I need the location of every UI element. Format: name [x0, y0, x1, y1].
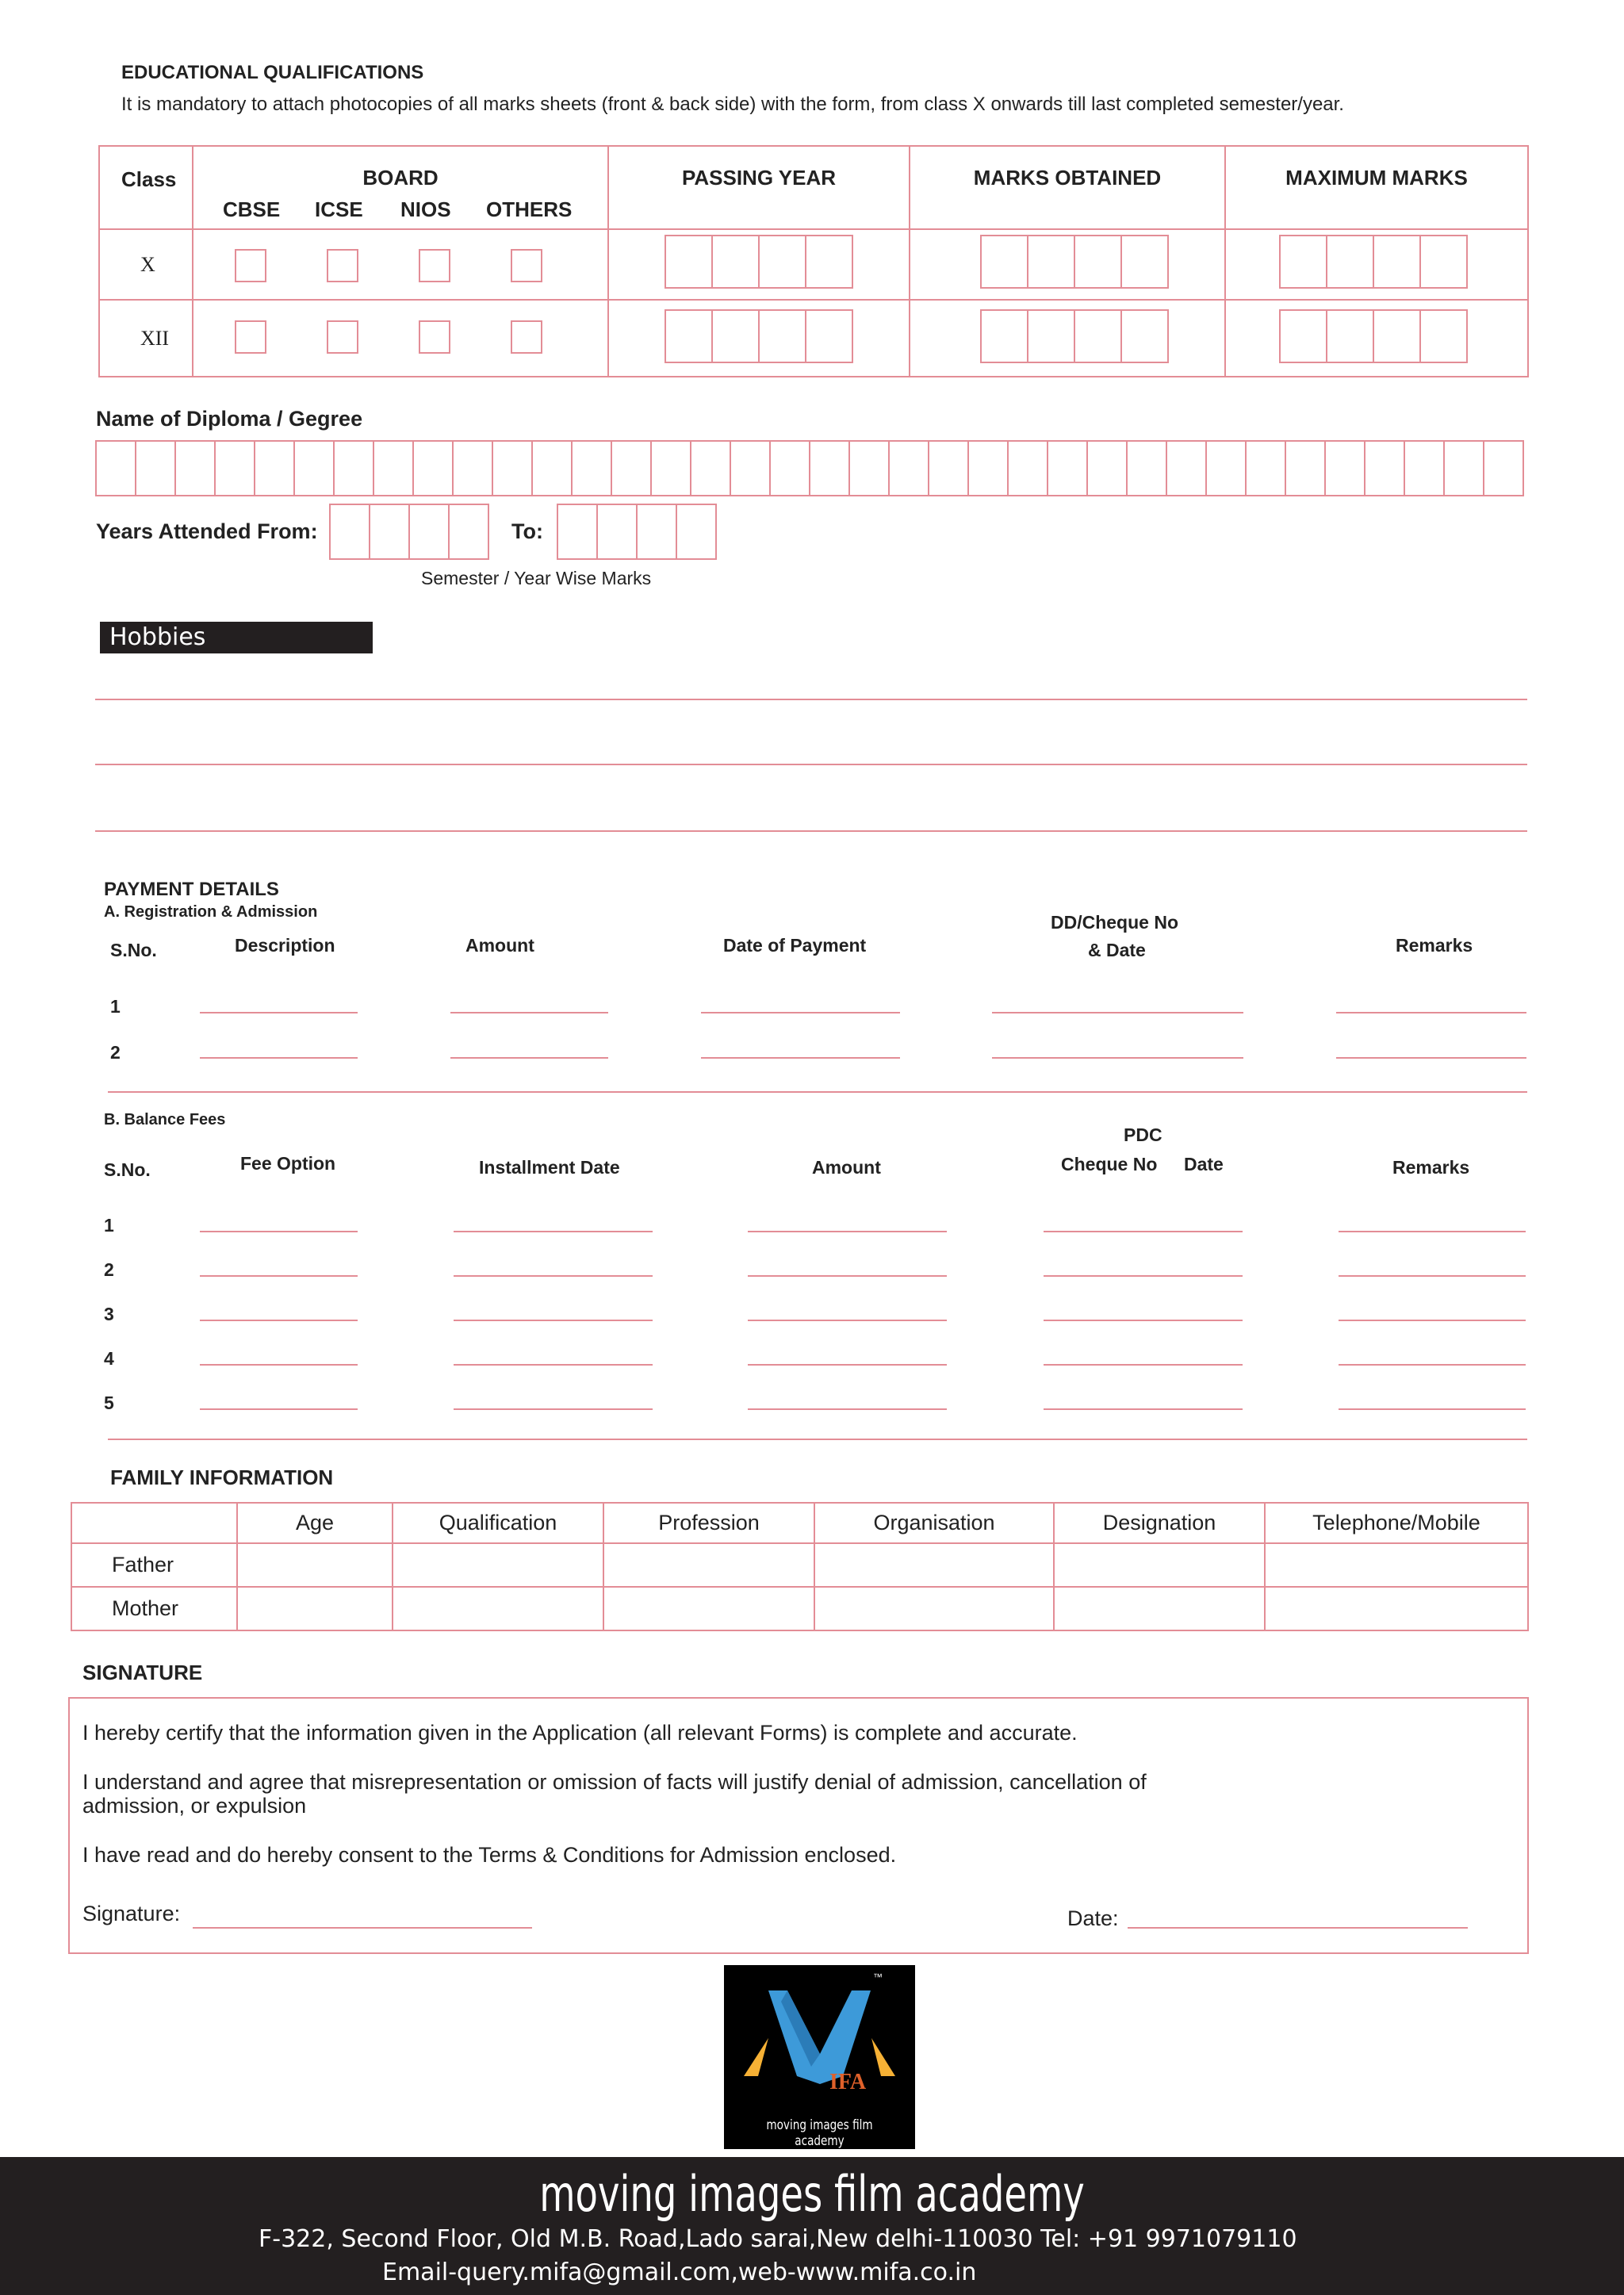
b-header-fee: Fee Option [240, 1153, 336, 1174]
marks-obtained-x-input[interactable] [980, 235, 1167, 289]
diploma-letter-box[interactable] [373, 440, 414, 496]
a-header-dd: DD/Cheque No [1051, 912, 1178, 933]
agree-text-1: I understand and agree that misrepresentation or omission of facts will justify denial of admission, cancellation of [82, 1770, 1147, 1794]
payment-b-field-line[interactable] [200, 1320, 358, 1321]
payment-a-field-line[interactable] [701, 1057, 900, 1059]
mifa-logo [724, 1965, 915, 2149]
diploma-letter-box[interactable] [888, 440, 929, 496]
diploma-letter-box[interactable] [571, 440, 612, 496]
diploma-letter-box[interactable] [848, 440, 890, 496]
payment-a-field-line[interactable] [992, 1012, 1243, 1013]
family-row-mother [71, 1587, 1528, 1630]
a-header-dd-date: & Date [1088, 940, 1146, 960]
payment-a-field-line[interactable] [200, 1012, 358, 1013]
family-row-label: Mother [71, 1587, 237, 1630]
payment-b-field-line[interactable] [748, 1408, 947, 1410]
diploma-letter-box[interactable] [967, 440, 1009, 496]
certify-text: I hereby certify that the information given in the Application (all relevant Forms) is complete and accurate. [82, 1721, 1078, 1745]
a-header-sno: S.No. [110, 940, 157, 960]
board-icse-label: ICSE [315, 197, 363, 221]
diploma-label: Name of Diploma / Gegree [96, 407, 363, 431]
hobbies-heading: Hobbies [100, 622, 373, 653]
footer-contact: Email-query.mifa@gmail.com,web-www.mifa.co.in [382, 2259, 977, 2286]
diploma-name-input[interactable] [95, 440, 1522, 496]
signature-label: Signature: [82, 1902, 181, 1925]
family-header-designation: Designation [1054, 1503, 1265, 1543]
checkbox-xii-nios[interactable] [419, 320, 450, 354]
diploma-letter-box[interactable] [412, 440, 454, 496]
logo-subtitle: moving images film academy [766, 2117, 873, 2149]
edu-header-board: BOARD CBSE ICSE NIOS OTHERS [193, 146, 608, 229]
hobbies-line-2[interactable] [95, 764, 1527, 765]
diploma-letter-box[interactable] [1483, 440, 1524, 496]
diploma-letter-box[interactable] [1166, 440, 1207, 496]
payment-b-field-line[interactable] [200, 1408, 358, 1410]
a-header-date: Date of Payment [723, 935, 867, 956]
edu-header-passing: PASSING YEAR [608, 146, 910, 229]
family-table [71, 1502, 1529, 1631]
payment-section-b: B. Balance Fees [104, 1111, 226, 1128]
diploma-letter-box[interactable] [611, 440, 652, 496]
payment-b-field-line[interactable] [1044, 1320, 1243, 1321]
b-header-pdc: PDC [1124, 1125, 1162, 1145]
payment-a-field-line[interactable] [450, 1012, 608, 1013]
payment-a-divider [108, 1091, 1527, 1093]
checkbox-x-icse[interactable] [327, 249, 358, 282]
family-header-telephone: Telephone/Mobile [1265, 1503, 1528, 1543]
diploma-letter-box[interactable] [1404, 440, 1445, 496]
payment-b-field-line[interactable] [748, 1364, 947, 1366]
payment-b-field-line[interactable] [200, 1275, 358, 1277]
hobbies-line-1[interactable] [95, 699, 1527, 700]
edu-header-class: Class [99, 146, 193, 229]
signature-title: SIGNATURE [82, 1661, 203, 1684]
diploma-letter-box[interactable] [650, 440, 691, 496]
footer-academy-name: moving images film academy [539, 2165, 1085, 2223]
board-nios-label: NIOS [400, 197, 451, 221]
checkbox-x-others[interactable] [511, 249, 542, 282]
diploma-letter-box[interactable] [1007, 440, 1048, 496]
family-title: FAMILY INFORMATION [110, 1466, 334, 1489]
diploma-letter-box[interactable] [531, 440, 573, 496]
years-from-label: Years Attended From: [96, 519, 318, 543]
date-line[interactable] [1128, 1927, 1468, 1929]
diploma-letter-box[interactable] [690, 440, 731, 496]
diploma-letter-box[interactable] [809, 440, 850, 496]
diploma-letter-box[interactable] [730, 440, 771, 496]
footer [0, 2157, 1624, 2295]
payment-a-field-line[interactable] [450, 1057, 608, 1059]
b-header-amount: Amount [812, 1157, 881, 1178]
a-header-description: Description [235, 935, 335, 956]
date-label: Date: [1067, 1906, 1119, 1930]
b-header-remarks: Remarks [1392, 1157, 1470, 1178]
payment-b-field-line[interactable] [1339, 1364, 1526, 1366]
diploma-letter-box[interactable] [1443, 440, 1484, 496]
diploma-letter-box[interactable] [254, 440, 295, 496]
b-header-cheque: Cheque No [1061, 1154, 1158, 1174]
payment-b-field-line[interactable] [454, 1320, 653, 1321]
edu-row-label: XII [140, 326, 170, 350]
family-header-profession: Profession [603, 1503, 814, 1543]
board-cbse-label: CBSE [223, 197, 281, 221]
family-header-age: Age [237, 1503, 393, 1543]
signature-line[interactable] [193, 1927, 532, 1929]
diploma-letter-box[interactable] [1324, 440, 1365, 496]
payment-b-field-line[interactable] [454, 1408, 653, 1410]
b-row-number: 1 [104, 1215, 114, 1236]
a-header-remarks: Remarks [1396, 935, 1473, 956]
edu-header-marks: MARKS OBTAINED [910, 146, 1225, 229]
passing-year-xii-input[interactable] [665, 309, 852, 363]
payment-b-field-line[interactable] [200, 1231, 358, 1232]
checkbox-xii-others[interactable] [511, 320, 542, 354]
payment-title: PAYMENT DETAILS [104, 879, 279, 900]
diploma-letter-box[interactable] [214, 440, 255, 496]
b-row-number: 5 [104, 1393, 114, 1413]
marks-obtained-xii-input[interactable] [980, 309, 1167, 363]
diploma-letter-box[interactable] [333, 440, 374, 496]
payment-b-field-line[interactable] [748, 1275, 947, 1277]
payment-a-field-line[interactable] [701, 1012, 900, 1013]
payment-b-field-line[interactable] [200, 1364, 358, 1366]
diploma-letter-box[interactable] [293, 440, 335, 496]
years-to-label: To: [511, 519, 543, 543]
a-header-amount: Amount [465, 935, 534, 956]
board-others-label: OTHERS [486, 197, 573, 221]
logo-ifa: IFA [829, 2070, 867, 2094]
diploma-letter-box[interactable] [1285, 440, 1326, 496]
edu-note: It is mandatory to attach photocopies of all marks sheets (front & back side) with the form, from class X onwards till last completed semester/year. [121, 94, 1344, 115]
footer-address: F-322, Second Floor, Old M.B. Road,Lado sarai,New delhi-110030 Tel: +91 9971079110 [259, 2225, 1297, 2253]
passing-year-x-input[interactable] [665, 235, 852, 289]
diploma-letter-box[interactable] [1086, 440, 1128, 496]
payment-a-field-line[interactable] [200, 1057, 358, 1059]
payment-b-divider [108, 1439, 1527, 1440]
diploma-letter-box[interactable] [769, 440, 810, 496]
logo-tm: ™ [873, 1971, 883, 1983]
family-header-organisation: Organisation [814, 1503, 1054, 1543]
edu-title: EDUCATIONAL QUALIFICATIONS [121, 62, 424, 83]
family-row-label: Father [71, 1543, 237, 1587]
checkbox-x-nios[interactable] [419, 249, 450, 282]
b-header-date: Date [1184, 1154, 1224, 1174]
diploma-letter-box[interactable] [928, 440, 969, 496]
payment-b-field-line[interactable] [454, 1364, 653, 1366]
payment-b-field-line[interactable] [1044, 1364, 1243, 1366]
payment-b-field-line[interactable] [748, 1231, 947, 1232]
diploma-letter-box[interactable] [135, 440, 176, 496]
family-header-blank [71, 1503, 237, 1543]
a-row-number: 2 [110, 1042, 121, 1063]
diploma-letter-box[interactable] [1126, 440, 1167, 496]
payment-b-field-line[interactable] [1339, 1408, 1526, 1410]
max-marks-x-input[interactable] [1279, 235, 1466, 289]
a-row-number: 1 [110, 996, 121, 1017]
consent-text: I have read and do hereby consent to the Terms & Conditions for Admission enclosed. [82, 1843, 897, 1867]
diploma-letter-box[interactable] [452, 440, 493, 496]
diploma-letter-box[interactable] [95, 440, 136, 496]
payment-b-field-line[interactable] [454, 1275, 653, 1277]
checkbox-xii-cbse[interactable] [235, 320, 266, 354]
payment-b-field-line[interactable] [748, 1320, 947, 1321]
checkbox-x-cbse[interactable] [235, 249, 266, 282]
diploma-letter-box[interactable] [1245, 440, 1286, 496]
diploma-letter-box[interactable] [1047, 440, 1088, 496]
semester-marks-label: Semester / Year Wise Marks [421, 568, 652, 588]
edu-row-label: X [140, 252, 155, 276]
diploma-letter-box[interactable] [174, 440, 216, 496]
edu-header-max: MAXIMUM MARKS [1225, 146, 1528, 229]
payment-a-field-line[interactable] [1336, 1012, 1526, 1013]
payment-b-field-line[interactable] [1044, 1408, 1243, 1410]
payment-b-field-line[interactable] [1339, 1275, 1526, 1277]
diploma-letter-box[interactable] [1205, 440, 1247, 496]
hobbies-line-3[interactable] [95, 830, 1527, 832]
payment-b-field-line[interactable] [1339, 1231, 1526, 1232]
payment-a-field-line[interactable] [992, 1057, 1243, 1059]
payment-section-a: A. Registration & Admission [104, 903, 318, 921]
b-header-sno: S.No. [104, 1159, 151, 1180]
payment-b-field-line[interactable] [1044, 1275, 1243, 1277]
b-row-number: 4 [104, 1348, 114, 1369]
max-marks-xii-input[interactable] [1279, 309, 1466, 363]
diploma-letter-box[interactable] [492, 440, 533, 496]
diploma-letter-box[interactable] [1364, 440, 1405, 496]
payment-b-field-line[interactable] [1044, 1231, 1243, 1232]
family-row-father [71, 1543, 1528, 1587]
family-header-qualification: Qualification [393, 1503, 603, 1543]
payment-a-field-line[interactable] [1336, 1057, 1526, 1059]
payment-b-field-line[interactable] [454, 1231, 653, 1232]
b-row-number: 3 [104, 1304, 114, 1324]
b-row-number: 2 [104, 1259, 114, 1280]
payment-b-field-line[interactable] [1339, 1320, 1526, 1321]
b-header-installment: Installment Date [479, 1157, 620, 1178]
years-from-input[interactable] [329, 504, 488, 560]
agree-text-2: admission, or expulsion [82, 1794, 307, 1818]
years-to-input[interactable] [557, 504, 715, 560]
checkbox-xii-icse[interactable] [327, 320, 358, 354]
